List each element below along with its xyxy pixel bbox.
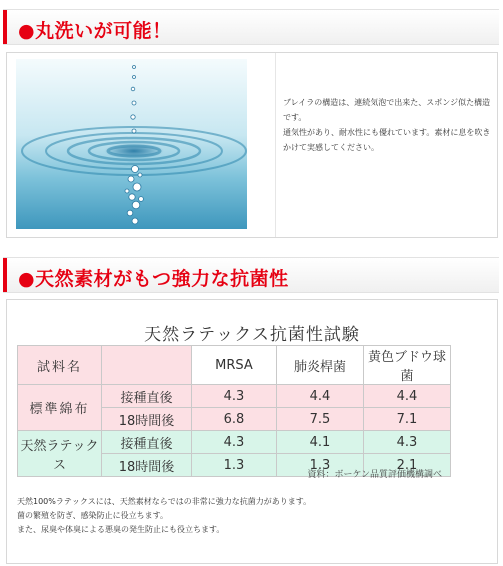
washable-panel xyxy=(6,52,498,238)
washable-description xyxy=(283,95,493,155)
antibacterial-panel xyxy=(6,299,498,564)
value-cell: 4.3 xyxy=(364,431,451,454)
description-line: ブレイラの構造は、連続気泡で出来た、スポンジ似た構造です。 xyxy=(283,98,491,122)
heading-accent-bar xyxy=(3,10,7,44)
table-row xyxy=(18,385,451,408)
antibacterial-test-table xyxy=(17,345,451,477)
section-title: ●天然素材がもつ強力な抗菌性 xyxy=(18,268,289,290)
value-cell: 1.3 xyxy=(277,454,364,477)
value-cell: 4.1 xyxy=(277,431,364,454)
time-cell: 18時間後 xyxy=(102,408,192,431)
value-cell: 4.3 xyxy=(192,385,277,408)
section-heading-antibacterial xyxy=(3,257,499,293)
description-line: 菌の繁殖を防ぎ、感染防止に役立ちます。 xyxy=(17,511,169,520)
data-source-note: 資料：ボーケン品質評価機構調べ xyxy=(307,470,442,480)
header-cell: 肺炎桿菌 xyxy=(277,346,364,385)
description-line: また、尿臭や体臭による悪臭の発生防止にも役立ちます。 xyxy=(17,525,225,534)
header-cell: 試料名 xyxy=(18,346,102,385)
value-cell: 7.1 xyxy=(364,408,451,431)
value-cell: 4.4 xyxy=(277,385,364,408)
header-cell: MRSA xyxy=(192,346,277,385)
description-line: 通気性があり、耐水性にも優れています。素材に息を吹きかけて実感してください。 xyxy=(283,128,491,152)
description-line: 天然100%ラテックスには、天然素材ならではの非常に強力な抗菌力があります。 xyxy=(17,497,312,506)
sample-name-cell: 標準綿布 xyxy=(18,385,102,431)
table-title: 天然ラテックス抗菌性試験 xyxy=(144,325,360,345)
value-cell: 7.5 xyxy=(277,408,364,431)
header-cell xyxy=(102,346,192,385)
value-cell: 4.3 xyxy=(192,431,277,454)
water-drop-image xyxy=(16,59,247,229)
table-row xyxy=(18,431,451,454)
header-cell: 黄色ブドウ球菌 xyxy=(364,346,451,385)
time-cell: 接種直後 xyxy=(102,385,192,408)
panel-divider xyxy=(275,53,276,237)
section-heading-washable xyxy=(3,9,499,45)
value-cell: 2.1 xyxy=(364,454,451,477)
heading-accent-bar xyxy=(3,258,7,292)
section-title: ●丸洗いが可能！ xyxy=(18,20,172,42)
value-cell: 1.3 xyxy=(192,454,277,477)
value-cell: 6.8 xyxy=(192,408,277,431)
antibacterial-description xyxy=(17,495,487,537)
sample-name-cell: 天然ラテックス xyxy=(18,431,102,477)
time-cell: 接種直後 xyxy=(102,431,192,454)
table-header-row xyxy=(18,346,451,385)
time-cell: 18時間後 xyxy=(102,454,192,477)
value-cell: 4.4 xyxy=(364,385,451,408)
